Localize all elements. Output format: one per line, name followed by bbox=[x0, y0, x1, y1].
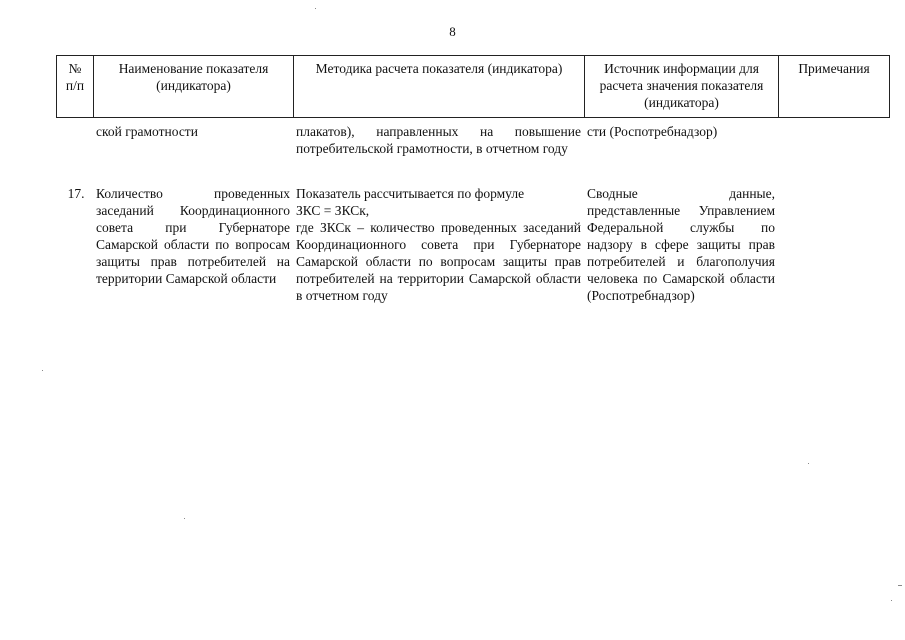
indicator-name: Количество проведенных заседаний Координационного совета при Губернаторе Самарской области по вопросам защиты прав потребителей на территории Самарской области bbox=[96, 186, 290, 286]
header-num: № п/п bbox=[57, 56, 94, 118]
cell-notes bbox=[778, 123, 889, 185]
indicator-method bbox=[293, 185, 584, 304]
method-description: где ЗКСк – количество проведенных заседаний Координационного совета при Губернаторе Самарской области по вопросам защиты прав потребителей на территории Самарской области в отчетном году bbox=[296, 220, 581, 303]
scan-speck bbox=[42, 370, 43, 371]
cell-method: плакатов), направленных на повышение потребительской грамотности, в отчетном году bbox=[296, 124, 581, 156]
indicator-table-body bbox=[56, 123, 889, 304]
indicator-table-header bbox=[56, 55, 890, 118]
header-notes: Примечания bbox=[779, 56, 890, 118]
method-formula: ЗКС = ЗКСк, bbox=[296, 203, 370, 218]
header-method: Методика расчета показателя (индикатора) bbox=[294, 56, 585, 118]
header-name: Наименование показателя (индикатора) bbox=[94, 56, 294, 118]
scan-speck bbox=[898, 585, 902, 586]
scan-speck bbox=[808, 463, 809, 464]
indicator-source: Сводные данные, представленные Управлением Федеральной службы по надзору в сфере защиты прав потребителей и благополучия человека по Самарской области (Роспотребнадзор) bbox=[587, 186, 775, 303]
table-row-continuation bbox=[56, 123, 889, 185]
indicator-notes bbox=[778, 185, 889, 304]
header-source: Источник информации для расчета значения показателя (индикатора) bbox=[585, 56, 779, 118]
row-number: 17. bbox=[67, 186, 85, 201]
cell-num bbox=[56, 123, 93, 185]
cell-source: сти (Роспотребнадзор) bbox=[587, 124, 718, 139]
page-number: 8 bbox=[449, 24, 456, 39]
header-row bbox=[57, 56, 890, 118]
scan-speck bbox=[315, 8, 316, 9]
scan-speck bbox=[184, 518, 185, 519]
scan-speck bbox=[891, 600, 892, 601]
table-row-17 bbox=[56, 185, 889, 304]
method-intro: Показатель рассчитывается по формуле bbox=[296, 186, 525, 201]
cell-name: ской грамотности bbox=[96, 124, 198, 139]
